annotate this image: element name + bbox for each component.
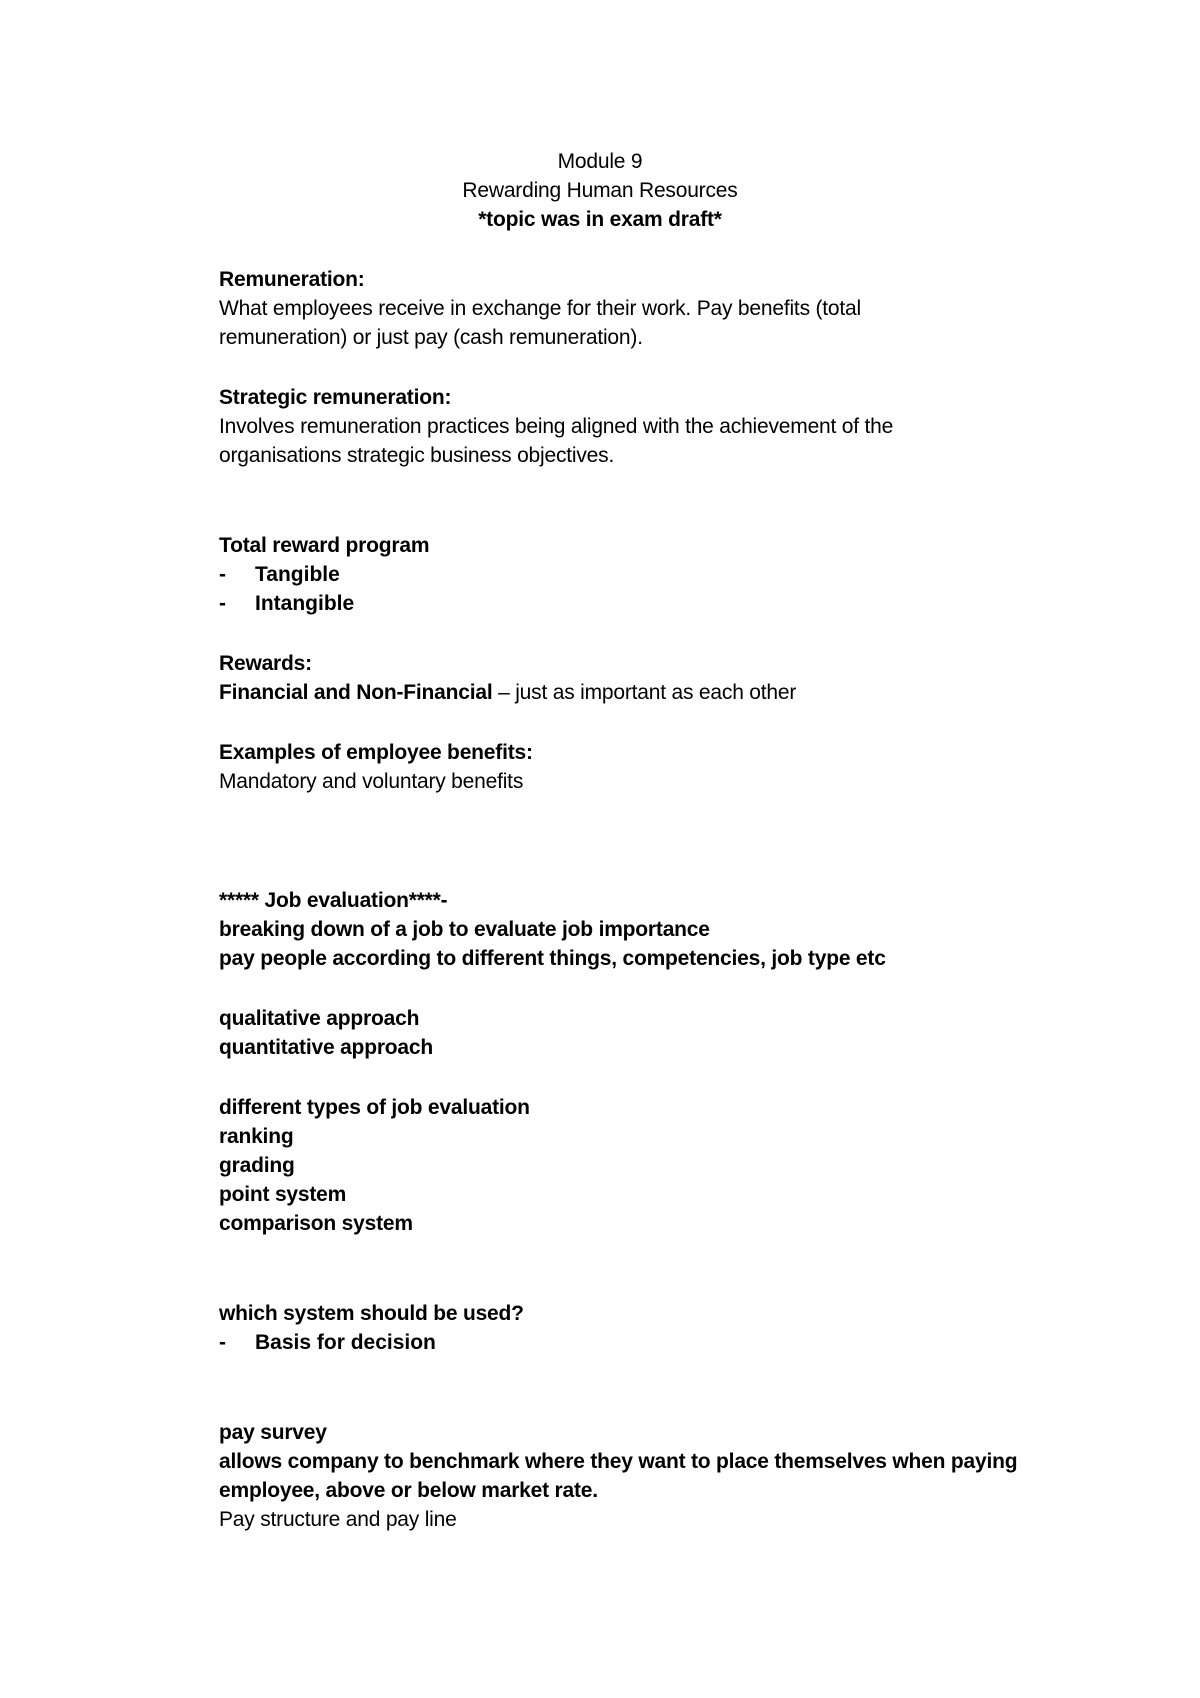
evaluation-types-heading: different types of job evaluation	[219, 1096, 530, 1119]
pay-structure-text-line: Pay structure and pay line	[219, 1508, 457, 1531]
pay-survey-text-line: allows company to benchmark where they want to place themselves when paying	[219, 1450, 1018, 1473]
rewards-heading: Rewards:	[219, 652, 312, 675]
page-title: Rewarding Human Resources	[462, 179, 738, 202]
list-item: Intangible	[255, 592, 355, 615]
evaluation-type-item: ranking	[219, 1125, 294, 1148]
benefits-heading: Examples of employee benefits:	[219, 741, 533, 764]
evaluation-type-item: grading	[219, 1154, 295, 1177]
total-reward-heading: Total reward program	[219, 534, 430, 557]
approach-item: quantitative approach	[219, 1036, 434, 1059]
evaluation-type-item: comparison system	[219, 1212, 413, 1235]
list-bullet: -	[219, 1331, 226, 1354]
job-evaluation-text-line: pay people according to different things, competencies, job type etc	[219, 947, 886, 970]
pay-survey-text-line: employee, above or below market rate.	[219, 1479, 598, 1502]
rewards-financial-label: Financial and Non-Financial	[219, 681, 493, 704]
strategic-remuneration-heading: Strategic remuneration:	[219, 386, 452, 409]
approach-item: qualitative approach	[219, 1007, 420, 1030]
list-bullet: -	[219, 563, 226, 586]
module-number: Module 9	[557, 150, 643, 173]
exam-note: *topic was in exam draft*	[478, 208, 722, 231]
which-system-heading: which system should be used?	[219, 1302, 524, 1325]
remuneration-text-line: What employees receive in exchange for their work. Pay benefits (total	[219, 297, 861, 320]
job-evaluation-text-line: breaking down of a job to evaluate job importance	[219, 918, 710, 941]
list-item: Basis for decision	[255, 1331, 436, 1354]
remuneration-text-line: remuneration) or just pay (cash remuneration).	[219, 326, 643, 349]
list-bullet: -	[219, 592, 226, 615]
job-evaluation-heading: ***** Job evaluation****-	[219, 889, 448, 912]
list-item: Tangible	[255, 563, 340, 586]
benefits-text-line: Mandatory and voluntary benefits	[219, 770, 524, 793]
rewards-text-line	[219, 679, 796, 707]
rewards-text-rest: – just as important as each other	[492, 681, 797, 704]
pay-survey-heading: pay survey	[219, 1421, 327, 1444]
strategic-remuneration-text-line: organisations strategic business objectives.	[219, 444, 615, 467]
strategic-remuneration-text-line: Involves remuneration practices being aligned with the achievement of the	[219, 415, 894, 438]
evaluation-type-item: point system	[219, 1183, 347, 1206]
remuneration-heading: Remuneration:	[219, 268, 365, 291]
